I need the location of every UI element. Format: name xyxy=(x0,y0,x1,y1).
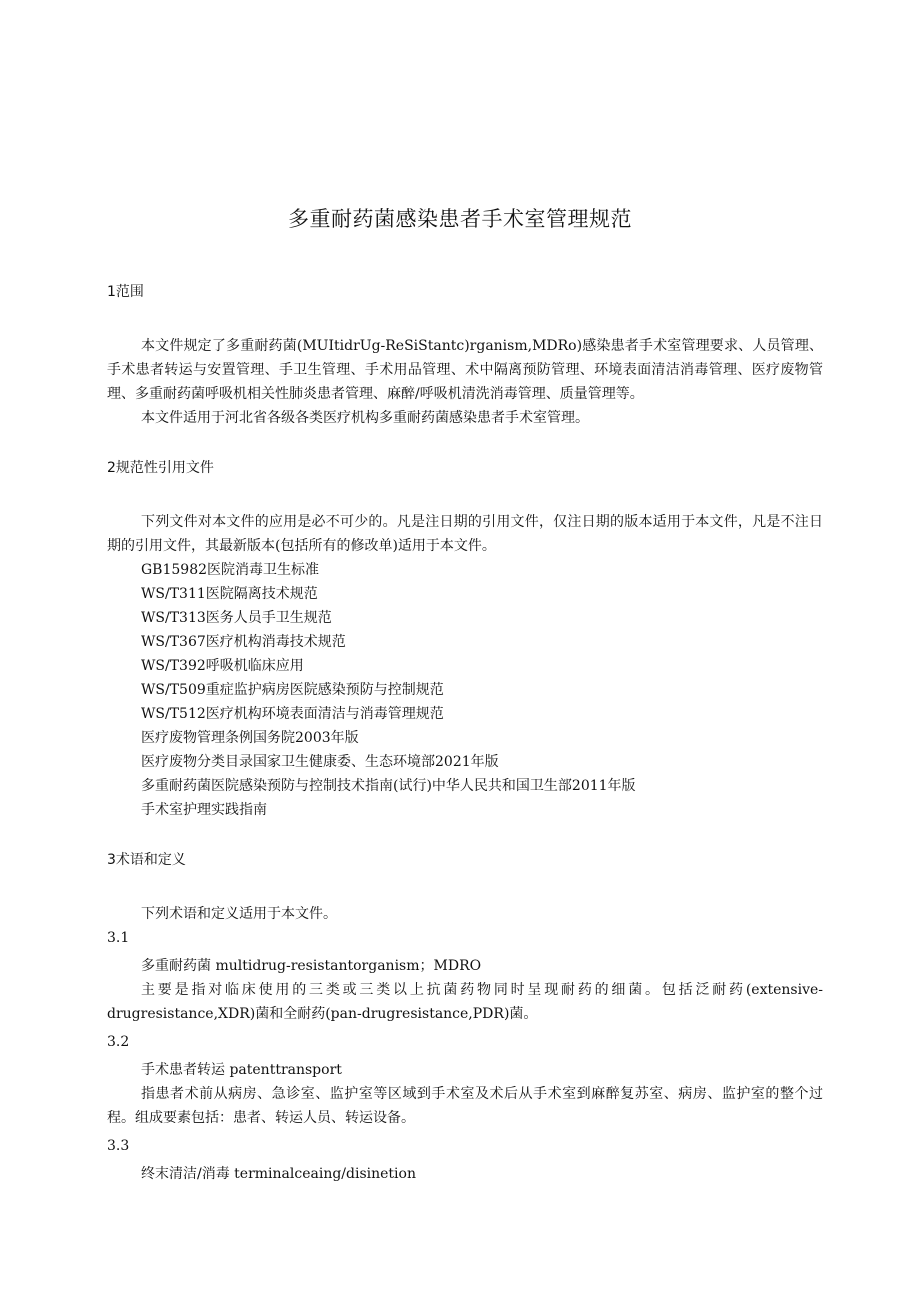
reference-item: WS/T512医疗机构环境表面清洁与消毒管理规范 xyxy=(141,706,444,722)
term-title xyxy=(107,1058,823,1082)
paragraph: 本文件适用于河北省各级各类医疗机构多重耐药菌感染患者手术室管理。 xyxy=(141,410,589,426)
reference-item: WS/T367医疗机构消毒技术规范 xyxy=(141,634,346,650)
term-en: multidrug-resistantorganism；MDRO xyxy=(215,958,482,974)
paragraph: 本文件规定了多重耐药菌(MUItidrUg-ReSiStantc)rganism,MDRo)感染患者手术室管理要求、人员管理、手术患者转运与安置管理、手卫生管理、手术用品管理、术中隔离预防管理、环境表面清洁消毒管理、医疗废物管理、多重耐药菌呼吸机相关性肺炎患者管理、麻醉/呼吸机清洗消毒管理、质量管理等。 xyxy=(107,338,823,402)
term-number: 3.2 xyxy=(107,1034,130,1050)
reference-item: 医疗废物分类目录国家卫生健康委、生态环境部2021年版 xyxy=(141,754,499,770)
reference-item: 多重耐药菌医院感染预防与控制技术指南(试行)中华人民共和国卫生部2011年版 xyxy=(141,778,636,794)
term-title xyxy=(107,1162,823,1186)
document-title: 多重耐药菌感染患者手术室管理规范 xyxy=(288,207,632,231)
reference-item: GB15982医院消毒卫生标准 xyxy=(141,562,320,578)
term-en: patenttransport xyxy=(229,1062,342,1078)
reference-item: WS/T313医务人员手卫生规范 xyxy=(141,610,332,626)
section-heading-terms: 3术语和定义 xyxy=(107,852,186,868)
term-zh: 手术患者转运 xyxy=(141,1062,225,1078)
term-definition: 指患者术前从病房、急诊室、监护室等区域到手术室及术后从手术室到麻醉复苏室、病房、监护室的整个过程。组成要素包括：患者、转运人员、转运设备。 xyxy=(107,1086,823,1126)
reference-item: WS/T509重症监护病房医院感染预防与控制规范 xyxy=(141,682,444,698)
term-en: terminalceaing/disinetion xyxy=(234,1166,416,1182)
term-zh: 终末清洁/消毒 xyxy=(141,1166,230,1182)
section-heading-scope: 1范围 xyxy=(107,284,144,300)
reference-item: WS/T311医院隔离技术规范 xyxy=(141,586,318,602)
term-definition: 主要是指对临床使用的三类或三类以上抗菌药物同时呈现耐药的细菌。包括泛耐药(extensive-drugresistance,XDR)菌和全耐药(pan-drugresistance,PDR)菌。 xyxy=(107,982,823,1022)
paragraph: 下列术语和定义适用于本文件。 xyxy=(141,906,337,922)
term-title xyxy=(107,954,823,978)
section-heading-references: 2规范性引用文件 xyxy=(107,460,214,476)
reference-item: 手术室护理实践指南 xyxy=(141,802,267,818)
reference-item: WS/T392呼吸机临床应用 xyxy=(141,658,304,674)
term-zh: 多重耐药菌 xyxy=(141,958,211,974)
term-number: 3.3 xyxy=(107,1138,130,1154)
reference-item: 医疗废物管理条例国务院2003年版 xyxy=(141,730,359,746)
document-body xyxy=(107,280,823,1186)
paragraph: 下列文件对本文件的应用是必不可少的。凡是注日期的引用文件，仅注日期的版本适用于本文件，凡是不注日期的引用文件，其最新版本(包括所有的修改单)适用于本文件。 xyxy=(107,514,823,554)
term-number: 3.1 xyxy=(107,930,130,946)
